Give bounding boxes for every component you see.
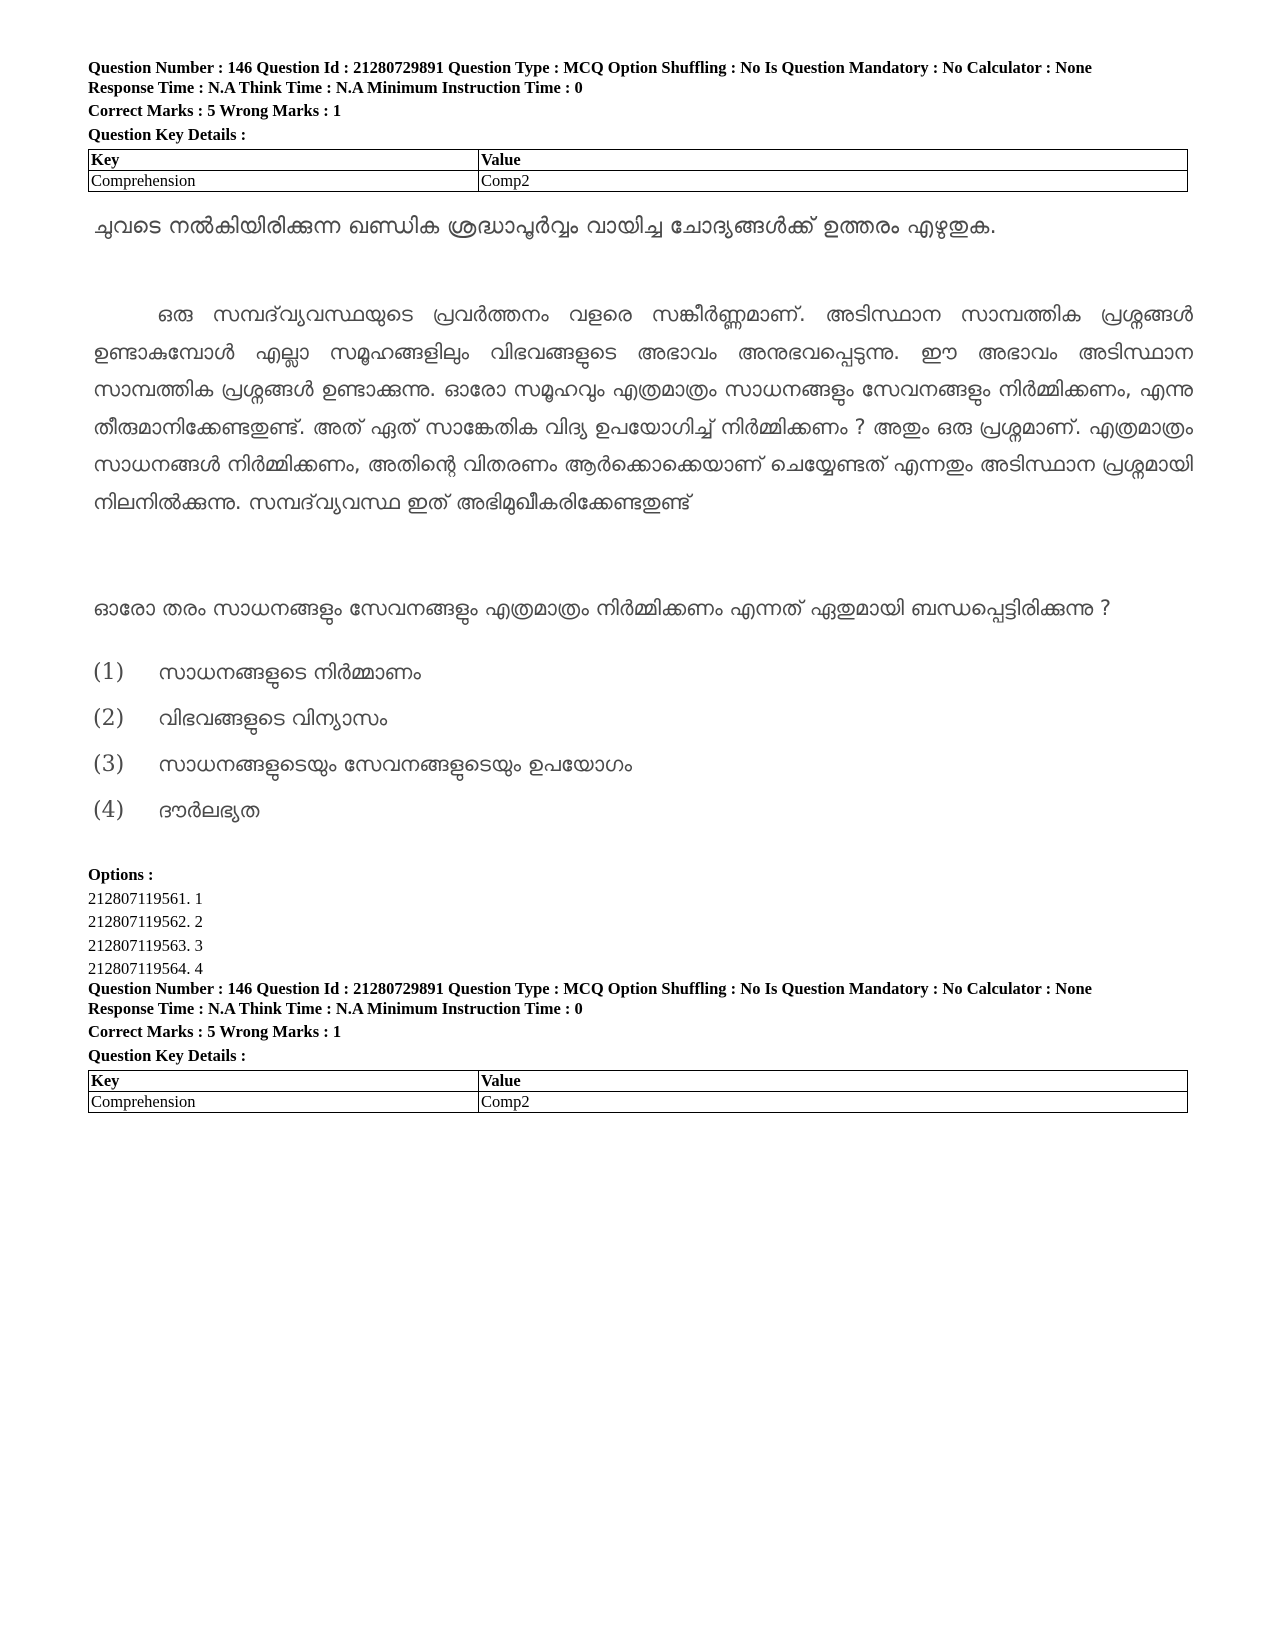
question-meta-line: Question Number : 146 Question Id : 21280729891 Question Type : MCQ Option Shuffling : No Is Question Mandatory : No Calculator : None [88,979,1092,998]
key-details-label: Question Key Details : [88,1045,247,1065]
choice-item [93,655,1203,689]
key-details-label: Question Key Details : [88,124,247,144]
key-cell: Comprehension [89,171,479,192]
timing-meta-line: Response Time : N.A Think Time : N.A Minimum Instruction Time : 0 [88,77,583,97]
choice-item [93,793,1203,827]
table-row [89,171,1188,192]
question-meta-line: Question Number : 146 Question Id : 21280729891 Question Type : MCQ Option Shuffling : No Is Question Mandatory : No Calculator : None [88,58,1092,77]
choice-item [93,747,1203,781]
choice-text: വിഭവങ്ങളുടെ വിന്യാസം [158,706,388,730]
options-label: Options : [88,865,154,884]
choice-text: സാധനങ്ങളുടെയും സേവനങ്ങളുടെയും ഉപയോഗം [158,752,633,776]
question-header-block [88,979,1188,1113]
choice-number: (3) [93,752,125,777]
key-details-table [88,149,1188,192]
option-id-item: 212807119563. 3 [88,935,203,955]
option-id-item: 212807119561. 1 [88,888,203,908]
table-row [89,1092,1188,1113]
table-header-row [89,150,1188,171]
marks-line: Correct Marks : 5 Wrong Marks : 1 [88,101,342,120]
value-column-header: Value [479,1071,1188,1092]
choice-number: (1) [93,660,125,685]
table-header-row [89,1071,1188,1092]
value-column-header: Value [479,150,1188,171]
question-header-block [88,58,1188,192]
key-column-header: Key [89,1071,479,1092]
options-list [88,863,203,981]
choice-number: (4) [93,798,125,823]
question-text: ഓരോ തരം സാധനങ്ങളും സേവനങ്ങളും എത്രമാത്രം നിർമ്മിക്കണം എന്നത് ഏതുമായി ബന്ധപ്പെട്ടിരിക്കുന്നു ? [93,596,1112,620]
choice-item [93,701,1203,735]
choice-text: ദൗർലഭ്യത [158,798,260,822]
value-cell: Comp2 [479,1092,1188,1113]
option-id-item: 212807119562. 2 [88,912,203,931]
key-cell: Comprehension [89,1092,479,1113]
comprehension-instruction: ചുവടെ നൽകിയിരിക്കുന്ന ഖണ്ഡിക ശ്രദ്ധാപൂർവ്വം വായിച്ച ചോദ്യങ്ങൾക്ക് ഉത്തരം എഴുതുക. [93,214,997,239]
key-details-table [88,1070,1188,1113]
value-cell: Comp2 [479,171,1188,192]
key-column-header: Key [89,150,479,171]
timing-meta-line: Response Time : N.A Think Time : N.A Minimum Instruction Time : 0 [88,998,583,1018]
option-id-item: 212807119564. 4 [88,959,203,978]
comprehension-passage: ഒരു സമ്പദ്‌വ്യവസ്ഥയുടെ പ്രവർത്തനം വളരെ സങ്കീർണ്ണമാണ്. അടിസ്ഥാന സാമ്പത്തിക പ്രശ്നങ്ങൾ ഉണ്ടാകുമ്പോൾ എല്ലാ സമൂഹങ്ങളിലും വിഭവങ്ങളുടെ അഭാവം അനുഭവപ്പെടുന്നു. ഈ അഭാവം അടിസ്ഥാന സാമ്പത്തിക പ്രശ്നങ്ങൾ ഉണ്ടാക്കുന്നു. ഓരോ സമൂഹവും എത്രമാത്രം സാധനങ്ങളും സേവനങ്ങളും നിർമ്മിക്കണം, എന്നു തീരുമാനിക്കേണ്ടതുണ്ട്. അത് ഏത് സാങ്കേതിക വിദ്യ ഉപയോഗിച്ച് നിർമ്മിക്കണം ? അതും ഒരു പ്രശ്നമാണ്. എത്രമാത്രം സാധനങ്ങൾ നിർമ്മിക്കണം, അതിന്റെ വിതരണം ആർക്കൊക്കെയാണ് ചെയ്യേണ്ടത് എന്നതും അടിസ്ഥാന പ്രശ്നമായി നിലനിൽക്കുന്നു. സമ്പദ്‌വ്യവസ്ഥ ഇത് അഭിമുഖീകരിക്കേണ്ടതുണ്ട് [93,302,1193,514]
choice-text: സാധനങ്ങളുടെ നിർമ്മാണം [158,660,421,684]
marks-line: Correct Marks : 5 Wrong Marks : 1 [88,1022,342,1041]
choice-number: (2) [93,706,125,731]
